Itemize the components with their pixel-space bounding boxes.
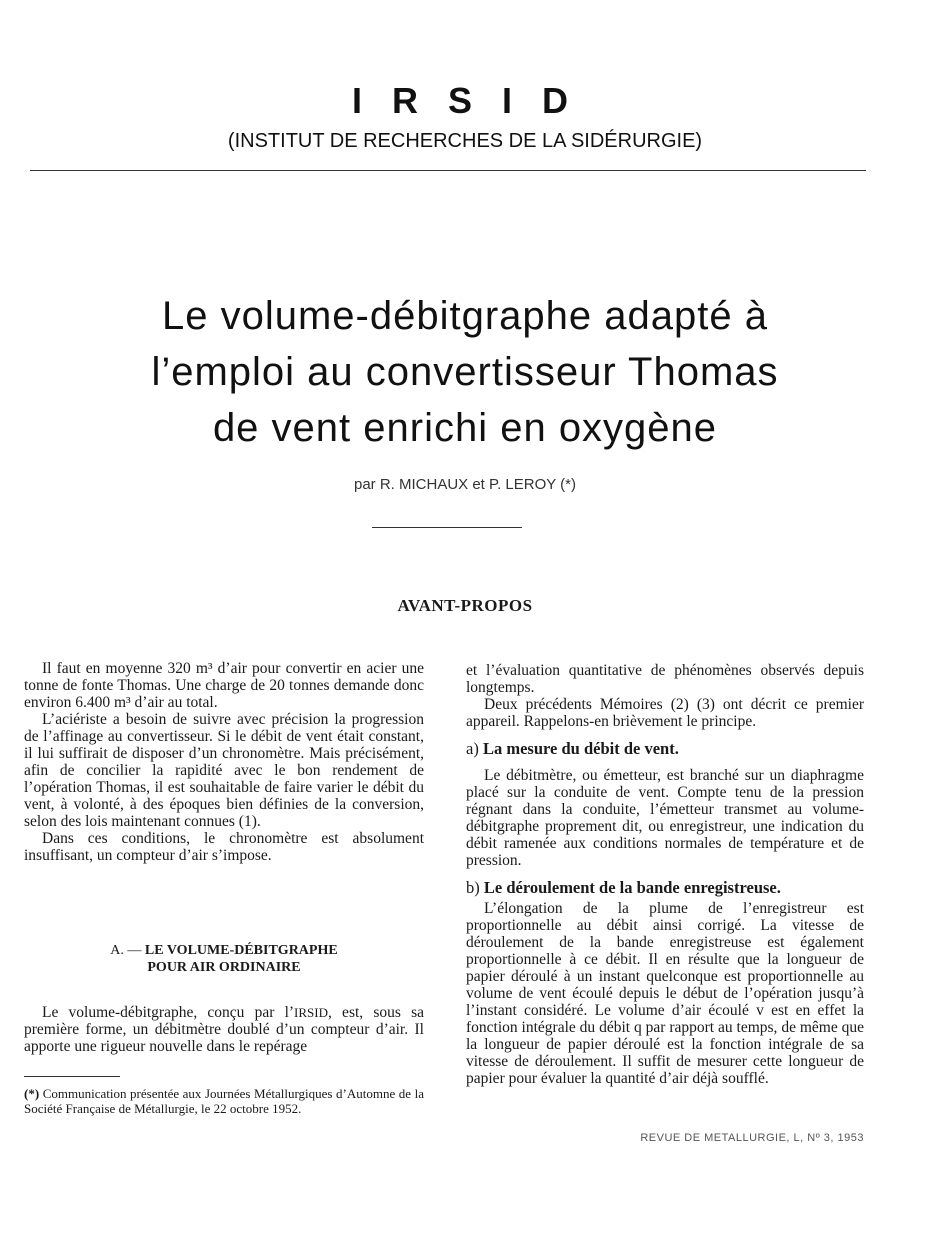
right-paragraph-2: Deux précédents Mémoires (2) (3) ont décrit ce premier appareil. Rappelons-en brièvement le principe. — [466, 696, 864, 730]
left-paragraph-4-part-2: , est, sous sa première forme, un débitmètre doublé d’un compteur d’air. Il apporte une rigueur nouvelle dans le repérage — [24, 1004, 424, 1055]
article-title-line-2: l’emploi au convertisseur Thomas — [151, 350, 779, 394]
right-paragraph-4: L’élongation de la plume de l’enregistreur est proportionnelle au débit ainsi corrigé. La vitesse de déroulement de la bande enregistreuse est également proportionnelle à ce débit. Il en résulte que la longueur de papier déroulé à un instant quelconque est proportionnelle au volume de vent écoulé depuis le début de l’opération jusqu’à l’instant considéré. Le volume d’air écoulé v est en effet la fonction intégrale du débit q par rapport au temps, de même que la longueur de papier déroulé est la fonction intégrale de sa vitesse de déroulement. Il suffit de mesurer cette longueur de papier pour évaluer la quantité d’air déjà soufflé. — [466, 900, 864, 1087]
subheading-b-title: Le déroulement de la bande enregistreuse. — [483, 878, 781, 897]
right-paragraph-1: et l’évaluation quantitative de phénomènes observés depuis longtemps. — [466, 662, 864, 696]
section-a-line-2: POUR AIR ORDINAIRE — [147, 960, 301, 975]
section-a-number: A. — — [110, 943, 142, 958]
header-rule — [30, 170, 866, 171]
left-paragraph-4-block — [24, 1004, 424, 1055]
journal-title: I R S I D — [351, 80, 579, 121]
left-paragraph-2: L’aciériste a besoin de suivre avec précision la progression de l’affinage au convertisseur. Si le débit de vent était constant, il lui suffirait de disposer d’un chronomètre. Mais précisément, afin de concilier la rapidité avec le bon rendement de l’opération Thomas, il est souhaitable de faire varier le débit du vent, à volonté, à des époques bien définies de la conversion, selon des lois maintenant connues (1). — [24, 711, 424, 830]
journal-subtitle: (INSTITUT DE RECHERCHES DE LA SIDÉRURGIE) — [227, 130, 703, 152]
footnote-rule — [24, 1076, 120, 1077]
left-paragraph-4 — [24, 1004, 424, 1055]
left-paragraph-1: Il faut en moyenne 320 m³ d’air pour convertir en acier une tonne de fonte Thomas. Une charge de 20 tonnes demande donc environ 6.400 m³ d’air au total. — [24, 660, 424, 711]
section-heading: AVANT-PROPOS — [397, 596, 533, 615]
right-column — [466, 662, 864, 1087]
left-paragraph-4-part-1: Le volume-débitgraphe, conçu par l’ — [42, 1004, 295, 1021]
right-paragraph-3: Le débitmètre, ou émetteur, est branché sur un diaphragme placé sur la conduite de vent. Compte tenu de la pression régnant dans la conduite, l’émetteur transmet au volume-débitgraphe proprement dit, ou enregistreur, une indication du débit ramenée aux conditions normales de température et de pression. — [466, 767, 864, 869]
subheading-a-title: La mesure du débit de vent. — [482, 739, 679, 758]
section-a-heading — [24, 942, 424, 976]
byline: par R. MICHAUX et P. LEROY (*) — [353, 476, 576, 493]
running-footer: REVUE DE METALLURGIE, L, Nº 3, 1953 — [640, 1132, 864, 1144]
irsid-smallcaps: IRSID — [294, 1005, 328, 1020]
title-divider — [372, 527, 522, 528]
subheading-b-letter: b) — [466, 878, 480, 897]
footnote-text: Communication présentée aux Journées Métallurgiques d’Automne de la Société Française de Métallurgie, le 22 octobre 1952. — [24, 1086, 424, 1116]
subheading-a-letter: a) — [466, 739, 479, 758]
article-title-line-3: de vent enrichi en oxygène — [212, 406, 718, 450]
section-a-line-1: LE VOLUME-DÉBITGRAPHE — [144, 943, 338, 958]
footnote-mark: (*) — [24, 1086, 40, 1101]
left-paragraph-3: Dans ces conditions, le chronomètre est absolument insuffisant, un compteur d’air s’impose. — [24, 830, 424, 864]
left-column — [24, 660, 424, 864]
subheading-b — [466, 879, 864, 896]
footnote — [24, 1086, 424, 1116]
subheading-a — [466, 740, 864, 757]
article-title-line-1: Le volume-débitgraphe adapté à — [162, 294, 768, 338]
